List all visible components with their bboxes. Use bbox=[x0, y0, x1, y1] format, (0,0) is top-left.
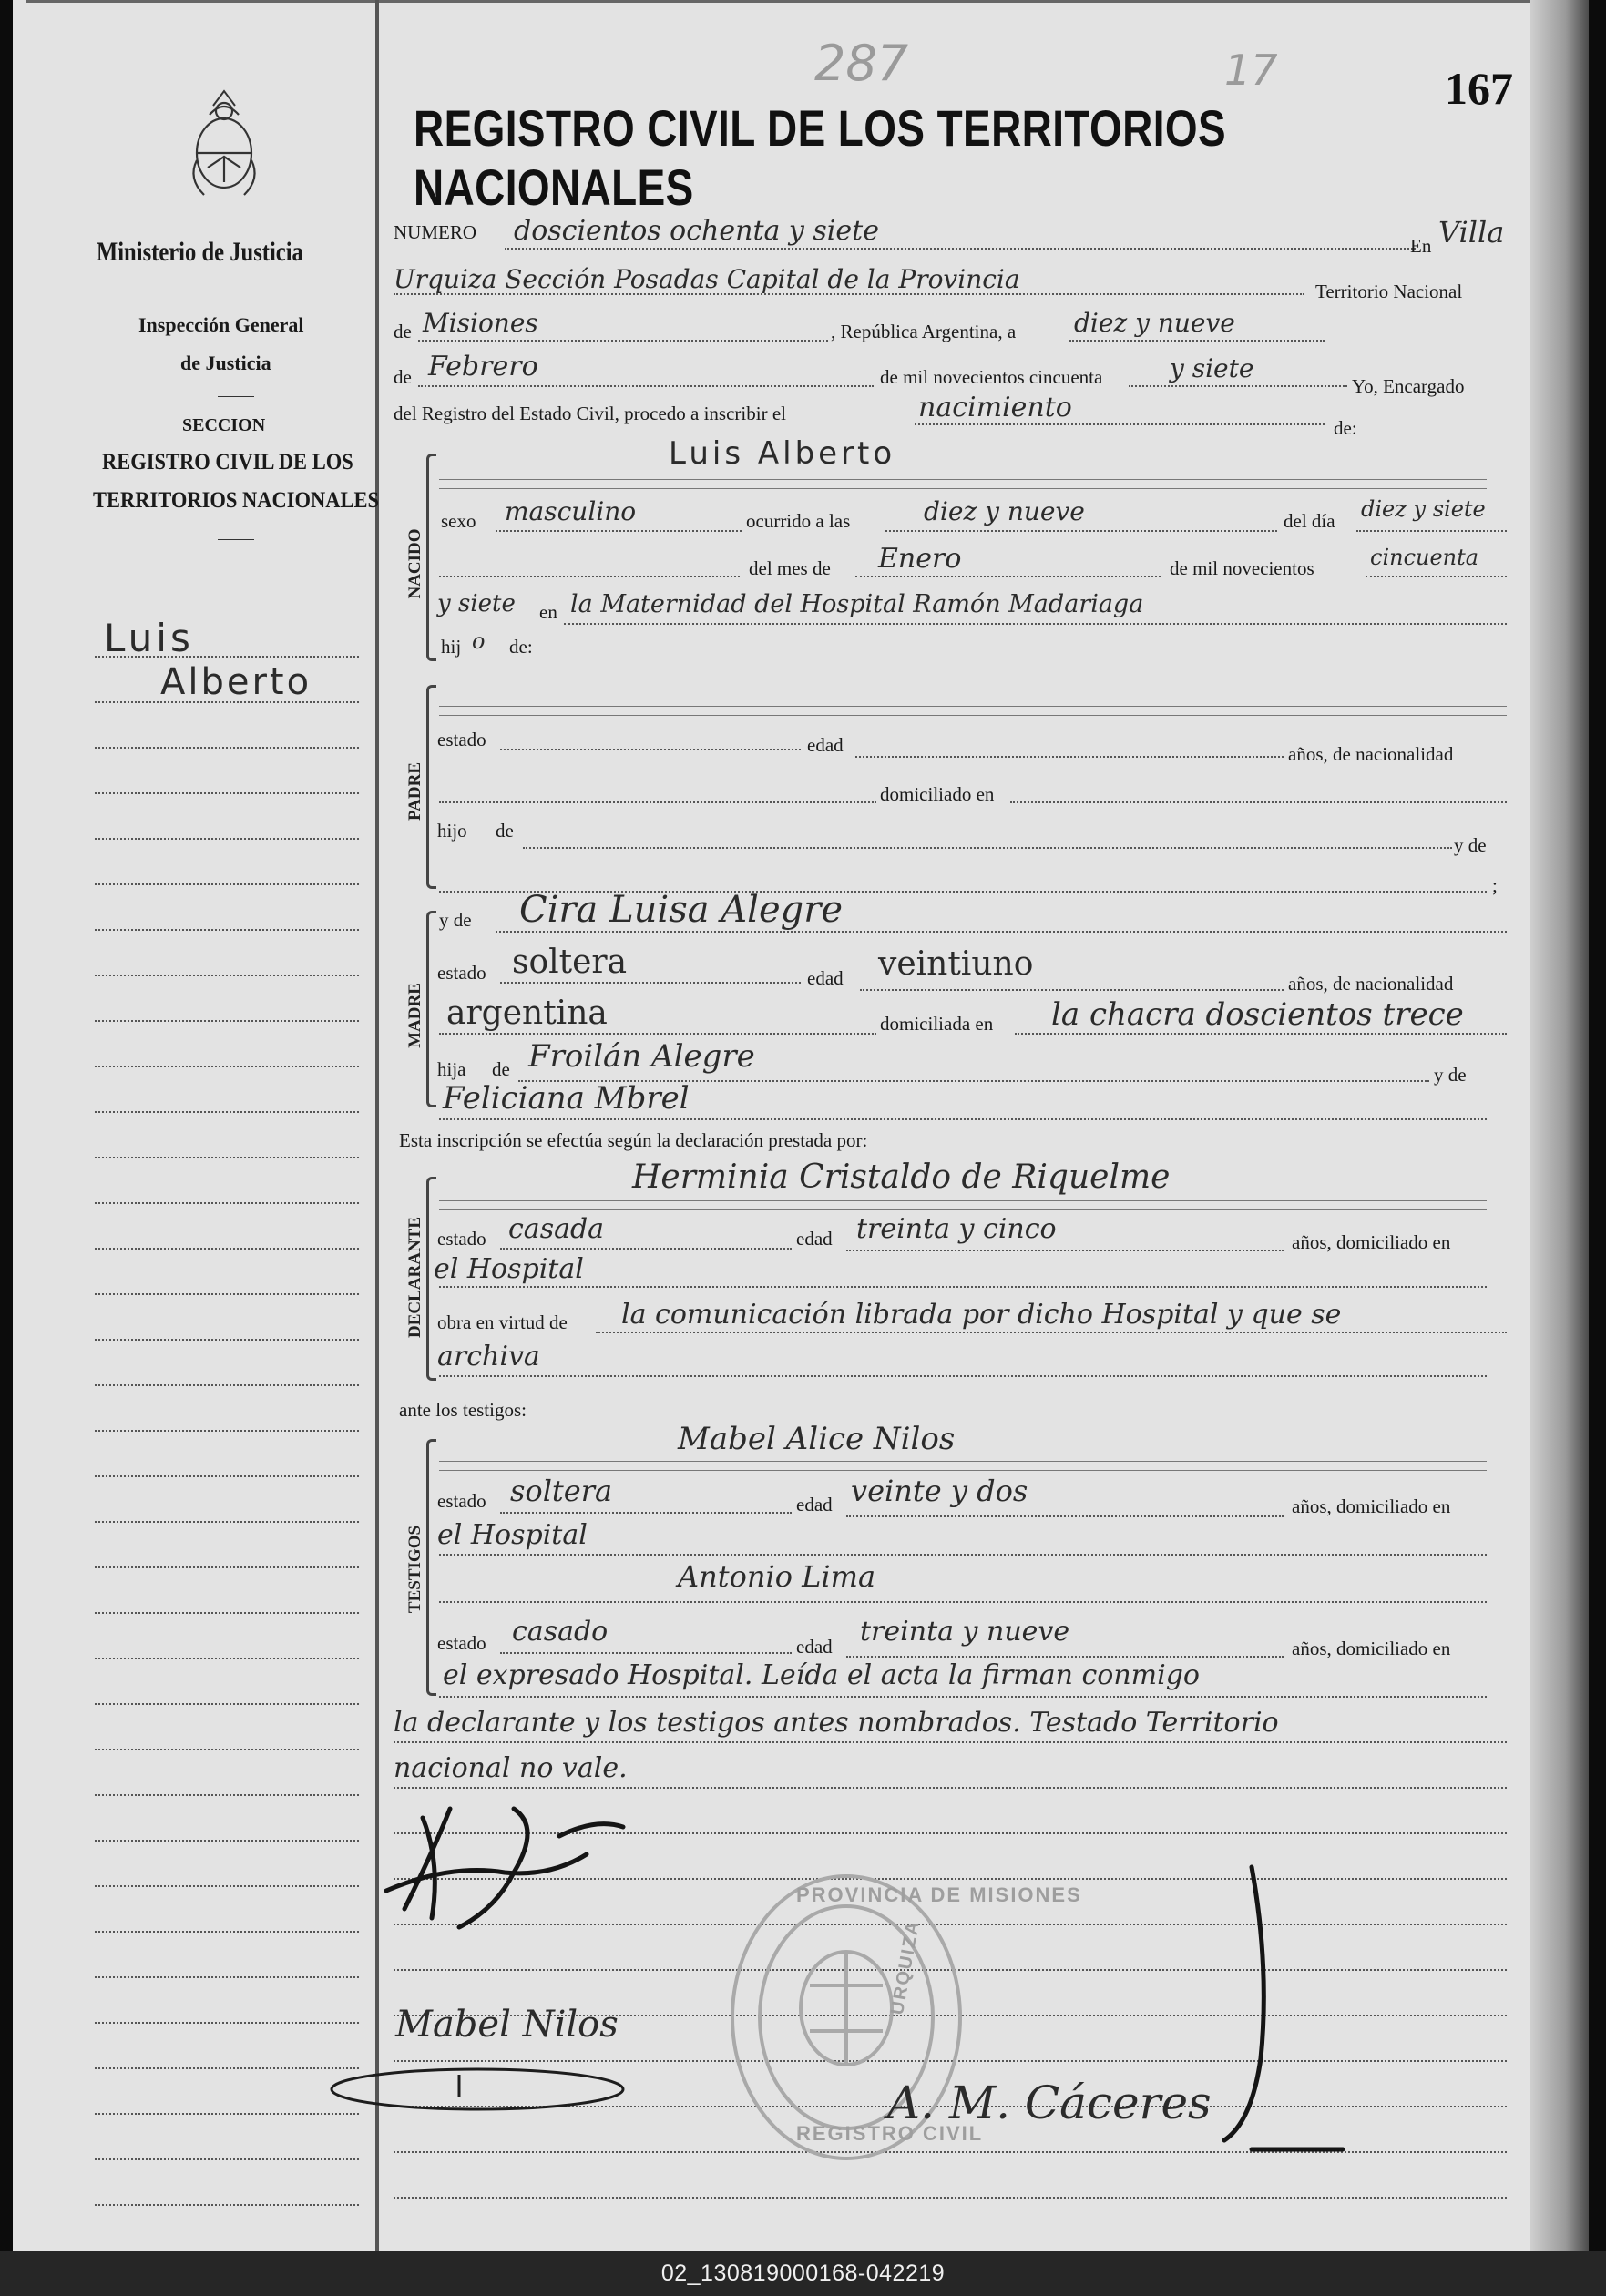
madre-domicilio-value: la chacra doscientos trece bbox=[1051, 996, 1464, 1033]
inspection-label-2: de Justicia bbox=[180, 352, 271, 374]
numero-value: doscientos ochenta y siete bbox=[514, 215, 879, 247]
margin-rule-line bbox=[95, 1840, 359, 1842]
witness-flourish bbox=[322, 2060, 632, 2124]
witness2-estado-label: estado bbox=[437, 1632, 486, 1654]
witness1-domiciliado-label: años, domiciliado en bbox=[1292, 1495, 1451, 1517]
madre-nac-line bbox=[439, 1033, 876, 1035]
dia-value: diez y siete bbox=[1361, 496, 1486, 522]
madre-name-line bbox=[496, 931, 1507, 933]
declarante-domicilio-line bbox=[439, 1286, 1487, 1288]
madre-nacionalidad-label: años, de nacionalidad bbox=[1288, 973, 1454, 995]
padre-hijo-label: hijo bbox=[437, 820, 467, 842]
padre-rule-2 bbox=[439, 715, 1507, 716]
section-label: SECCION bbox=[182, 415, 266, 435]
margin-rule-line bbox=[95, 1430, 359, 1432]
margin-rule-line bbox=[95, 1066, 359, 1067]
witness1-domicilio-line bbox=[439, 1554, 1487, 1556]
anio-cont-value: y siete bbox=[437, 590, 516, 617]
declarante-rule bbox=[439, 1200, 1487, 1201]
declarante-obra-line-2 bbox=[439, 1375, 1487, 1377]
registrar-flourish bbox=[1197, 1858, 1361, 2158]
year-value: y siete bbox=[1170, 353, 1254, 383]
testigos-intro: ante los testigos: bbox=[399, 1399, 527, 1421]
padre-bracket bbox=[426, 685, 436, 889]
yo-label: Yo, Encargado bbox=[1352, 375, 1465, 397]
madre-edad-label: edad bbox=[807, 967, 844, 989]
margin-rule-line bbox=[95, 1111, 359, 1113]
inspection-label-1: Inspección General bbox=[138, 313, 304, 336]
dia-line bbox=[1356, 530, 1507, 532]
margin-rule-line bbox=[95, 2158, 359, 2160]
madre-y-de-label: y de bbox=[439, 909, 472, 931]
testigos-label: TESTIGOS bbox=[405, 1525, 425, 1614]
witness2-estado-value: casado bbox=[512, 1616, 609, 1648]
act-line bbox=[915, 423, 1325, 425]
madre-domicilio-line bbox=[1015, 1033, 1507, 1035]
declarante-intro: Esta inscripción se efectúa según la declaración prestada por: bbox=[399, 1129, 868, 1151]
en-place-label: en bbox=[539, 601, 557, 623]
madre-estado-line bbox=[500, 982, 801, 984]
archive-number: 287 bbox=[814, 35, 909, 92]
madre-y-de2-label: y de bbox=[1434, 1064, 1467, 1086]
year-line bbox=[1129, 385, 1347, 387]
de2-label: de bbox=[394, 366, 412, 388]
stamp-text-top: PROVINCIA DE MISIONES bbox=[796, 1883, 1082, 1906]
testigos-rule-2 bbox=[439, 1470, 1487, 1471]
padre-parents-line bbox=[523, 847, 1452, 849]
margin-rule-line bbox=[95, 2067, 359, 2069]
madre-bracket bbox=[426, 911, 436, 1107]
margin-rule-line bbox=[95, 747, 359, 749]
margin-rule-line bbox=[95, 1293, 359, 1295]
month-line bbox=[418, 385, 874, 387]
madre-edad-value: veintiuno bbox=[878, 945, 1034, 983]
declarante-domiciliado-label: años, domiciliado en bbox=[1292, 1231, 1451, 1253]
madre-mother-value: Feliciana Mbrel bbox=[443, 1080, 690, 1117]
month-value: Febrero bbox=[428, 351, 538, 383]
madre-domiciliada-label: domiciliada en bbox=[880, 1013, 994, 1035]
witness1-name: Mabel Alice Nilos bbox=[678, 1421, 956, 1457]
territorio-label: Territorio Nacional bbox=[1315, 281, 1463, 302]
day-line bbox=[1069, 340, 1325, 342]
padre-y-de-label: y de bbox=[1454, 834, 1487, 856]
del-dia-label: del día bbox=[1284, 510, 1335, 532]
section-name-2: TERRITORIOS NACIONALES bbox=[93, 488, 380, 513]
day-value: diez y nueve bbox=[1074, 308, 1235, 338]
witness1-estado-line bbox=[500, 1512, 792, 1514]
mes-pre-line bbox=[439, 576, 740, 577]
padre-nac-line bbox=[439, 801, 876, 803]
nacido-de-label: de: bbox=[509, 636, 533, 658]
en-label: En bbox=[1410, 235, 1432, 257]
child-name: Luis Alberto bbox=[669, 435, 896, 472]
witness-signature: Mabel Nilos bbox=[395, 2004, 619, 2046]
madre-nacionalidad-value: argentina bbox=[446, 995, 608, 1032]
de-label: de bbox=[394, 321, 412, 342]
padre-domiciliado-label: domiciliado en bbox=[880, 783, 995, 805]
declarante-obra-label: obra en virtud de bbox=[437, 1311, 568, 1333]
margin-rule-line bbox=[95, 1521, 359, 1523]
image-identifier: 02_130819000168-042219 bbox=[0, 2251, 1606, 2296]
margin-rule-line bbox=[95, 1612, 359, 1614]
madre-name: Cira Luisa Alegre bbox=[519, 889, 844, 931]
witness2-domiciliado-label: años, domiciliado en bbox=[1292, 1638, 1451, 1659]
margin-rule-line bbox=[95, 1157, 359, 1158]
sidebar-divider-2 bbox=[218, 539, 254, 540]
margin-rule-line bbox=[95, 1931, 359, 1933]
margin-rule-line bbox=[95, 1475, 359, 1477]
margin-rule-line bbox=[95, 838, 359, 840]
stamp-text-side: URQUIZA bbox=[887, 1918, 924, 2016]
republica-label: , República Argentina, a bbox=[831, 321, 1017, 342]
de3-label: de: bbox=[1334, 417, 1357, 439]
nacido-bracket bbox=[426, 454, 436, 661]
anio-value: cincuenta bbox=[1370, 545, 1479, 570]
place-value: Urquiza Sección Posadas Capital de la Provincia bbox=[394, 264, 1020, 294]
witness2-edad-label: edad bbox=[796, 1636, 833, 1658]
name-rule-2 bbox=[439, 488, 1487, 489]
margin-rule-line bbox=[95, 1339, 359, 1341]
witness1-edad-value: veinte y dos bbox=[851, 1474, 1028, 1508]
declarante-edad-label: edad bbox=[796, 1228, 833, 1250]
mes-value: Enero bbox=[878, 543, 962, 575]
margin-name-1: Luis bbox=[104, 616, 194, 660]
stamp-text-bottom: REGISTRO CIVIL bbox=[796, 2122, 984, 2145]
margin-rule-line bbox=[95, 975, 359, 976]
margin-rule-line bbox=[95, 701, 359, 703]
declarant-signature bbox=[377, 1800, 641, 1936]
lugar-value: la Maternidad del Hospital Ramón Madariaga bbox=[570, 590, 1144, 618]
margin-rule-line bbox=[95, 1248, 359, 1250]
registro-label: del Registro del Estado Civil, procedo a inscribir el bbox=[394, 403, 786, 424]
margin-rule-line bbox=[95, 1202, 359, 1204]
margin-rule-line bbox=[95, 1566, 359, 1568]
margin-rule-line bbox=[95, 2204, 359, 2206]
margin-rule-line bbox=[95, 1749, 359, 1750]
page-edge-shadow bbox=[1530, 0, 1589, 2251]
declarante-obra-value: la comunicación librada por dicho Hospital y que se bbox=[621, 1299, 1342, 1331]
margin-rule-line bbox=[95, 656, 359, 658]
madre-parents-line-2 bbox=[439, 1118, 1487, 1120]
padre-estado-label: estado bbox=[437, 729, 486, 750]
padre-de-label: de bbox=[496, 820, 514, 842]
sidebar-divider bbox=[218, 396, 254, 397]
declarante-edad-line bbox=[846, 1250, 1284, 1251]
signature-rule bbox=[394, 2197, 1507, 2199]
declarante-edad-value: treinta y cinco bbox=[856, 1213, 1057, 1245]
madre-label: MADRE bbox=[405, 983, 425, 1048]
witness2-name: Antonio Lima bbox=[678, 1559, 876, 1594]
margin-rule-line bbox=[95, 792, 359, 794]
register-page bbox=[13, 0, 1589, 2251]
padre-estado-line bbox=[500, 749, 801, 750]
madre-de-label: de bbox=[492, 1058, 510, 1080]
witness2-domicilio-line bbox=[439, 1696, 1487, 1698]
anio-line bbox=[1366, 576, 1507, 577]
hij-suffix: o bbox=[472, 628, 486, 654]
padre-edad-line bbox=[855, 756, 1284, 758]
padre-edad-label: edad bbox=[807, 734, 844, 756]
nacido-label: NACIDO bbox=[405, 528, 425, 599]
witness1-estado-value: soltera bbox=[510, 1474, 613, 1508]
margin-rule-line bbox=[95, 1703, 359, 1705]
witness2-edad-value: treinta y nueve bbox=[860, 1616, 1070, 1648]
witness1-estado-label: estado bbox=[437, 1490, 486, 1512]
margin-rule-line bbox=[95, 1020, 359, 1022]
declarante-domicilio-value: el Hospital bbox=[434, 1253, 584, 1285]
witness2-estado-line bbox=[500, 1652, 792, 1654]
margin-name-2: Alberto bbox=[160, 661, 312, 703]
en-value: Villa bbox=[1438, 215, 1505, 250]
closing-line-1 bbox=[394, 1741, 1507, 1743]
witness1-domicilio-value: el Hospital bbox=[437, 1519, 588, 1551]
margin-rule-line bbox=[95, 929, 359, 931]
lugar-line bbox=[564, 623, 1507, 625]
numero-line bbox=[505, 248, 1416, 250]
madre-estado-label: estado bbox=[437, 962, 486, 984]
page-top-edge bbox=[26, 0, 1574, 3]
margin-rule-line bbox=[95, 1658, 359, 1659]
archive-number-right: 17 bbox=[1224, 46, 1278, 95]
witness1-edad-line bbox=[846, 1515, 1284, 1517]
section-name-1: REGISTRO CIVIL DE LOS bbox=[102, 450, 353, 475]
madre-father-value: Froilán Alegre bbox=[528, 1038, 755, 1075]
witness2-name-line bbox=[439, 1601, 1487, 1603]
territory-line bbox=[418, 340, 828, 342]
madre-edad-line bbox=[860, 989, 1284, 991]
margin-rule-line bbox=[95, 1384, 359, 1386]
witness2-edad-line bbox=[846, 1656, 1284, 1658]
padre-semicolon: ; bbox=[1492, 874, 1498, 896]
folio-number: 167 bbox=[1445, 63, 1513, 114]
declarante-name: Herminia Cristaldo de Riquelme bbox=[632, 1158, 1171, 1196]
anio-label: de mil novecientos bbox=[1170, 557, 1314, 579]
padre-rule-1 bbox=[439, 706, 1507, 707]
ministry-label: Ministerio de Justicia bbox=[97, 237, 303, 267]
testigos-bracket bbox=[426, 1439, 436, 1696]
sexo-value: masculino bbox=[505, 496, 637, 526]
mes-line bbox=[855, 576, 1161, 577]
closing-text-2: nacional no vale. bbox=[394, 1752, 628, 1784]
witness1-edad-label: edad bbox=[796, 1494, 833, 1515]
hour-line bbox=[885, 530, 1277, 532]
territory-value: Misiones bbox=[423, 308, 538, 338]
declarante-estado-value: casada bbox=[508, 1213, 605, 1245]
ocurrido-label: ocurrido a las bbox=[746, 510, 851, 532]
year-label: de mil novecientos cincuenta bbox=[880, 366, 1103, 388]
name-rule bbox=[439, 479, 1487, 480]
act-value: nacimiento bbox=[918, 392, 1072, 423]
madre-estado-value: soltera bbox=[512, 944, 628, 981]
margin-rule-line bbox=[95, 883, 359, 885]
page-title: REGISTRO CIVIL DE LOS TERRITORIOS NACIONALES bbox=[414, 99, 1227, 216]
padre-label: PADRE bbox=[405, 761, 425, 821]
margin-rule-line bbox=[95, 2113, 359, 2115]
closing-text-1: la declarante y los testigos antes nombrados. Testado Territorio bbox=[394, 1707, 1279, 1739]
declarante-obra-cont-value: archiva bbox=[437, 1341, 540, 1372]
hij-label: hij bbox=[441, 636, 462, 658]
declarante-label: DECLARANTE bbox=[405, 1216, 425, 1338]
declarante-estado-line bbox=[500, 1248, 792, 1250]
declarante-obra-line bbox=[596, 1332, 1507, 1333]
sexo-label: sexo bbox=[441, 510, 476, 532]
witness2-domicilio-value: el expresado Hospital. Leída el acta la firman conmigo bbox=[443, 1659, 1200, 1691]
sexo-line bbox=[496, 530, 742, 532]
margin-rule-line bbox=[95, 1794, 359, 1796]
madre-hija-label: hija bbox=[437, 1058, 466, 1080]
padre-domicilio-line bbox=[1010, 801, 1507, 803]
closing-line-2 bbox=[394, 1787, 1507, 1789]
margin-rule-line bbox=[95, 1976, 359, 1978]
declarante-estado-label: estado bbox=[437, 1228, 486, 1250]
testigos-rule bbox=[439, 1461, 1487, 1462]
padre-nacionalidad-label: años, de nacionalidad bbox=[1288, 743, 1454, 765]
hour-value: diez y nueve bbox=[924, 496, 1085, 526]
numero-label: NUMERO bbox=[394, 221, 477, 243]
margin-rule-line bbox=[95, 1885, 359, 1887]
margin-rule-line bbox=[95, 2022, 359, 2024]
registrar-signature: A. M. Cáceres bbox=[887, 2077, 1212, 2129]
coat-of-arms-icon bbox=[182, 87, 266, 206]
mes-label: del mes de bbox=[749, 557, 831, 579]
declarante-rule-2 bbox=[439, 1209, 1487, 1210]
